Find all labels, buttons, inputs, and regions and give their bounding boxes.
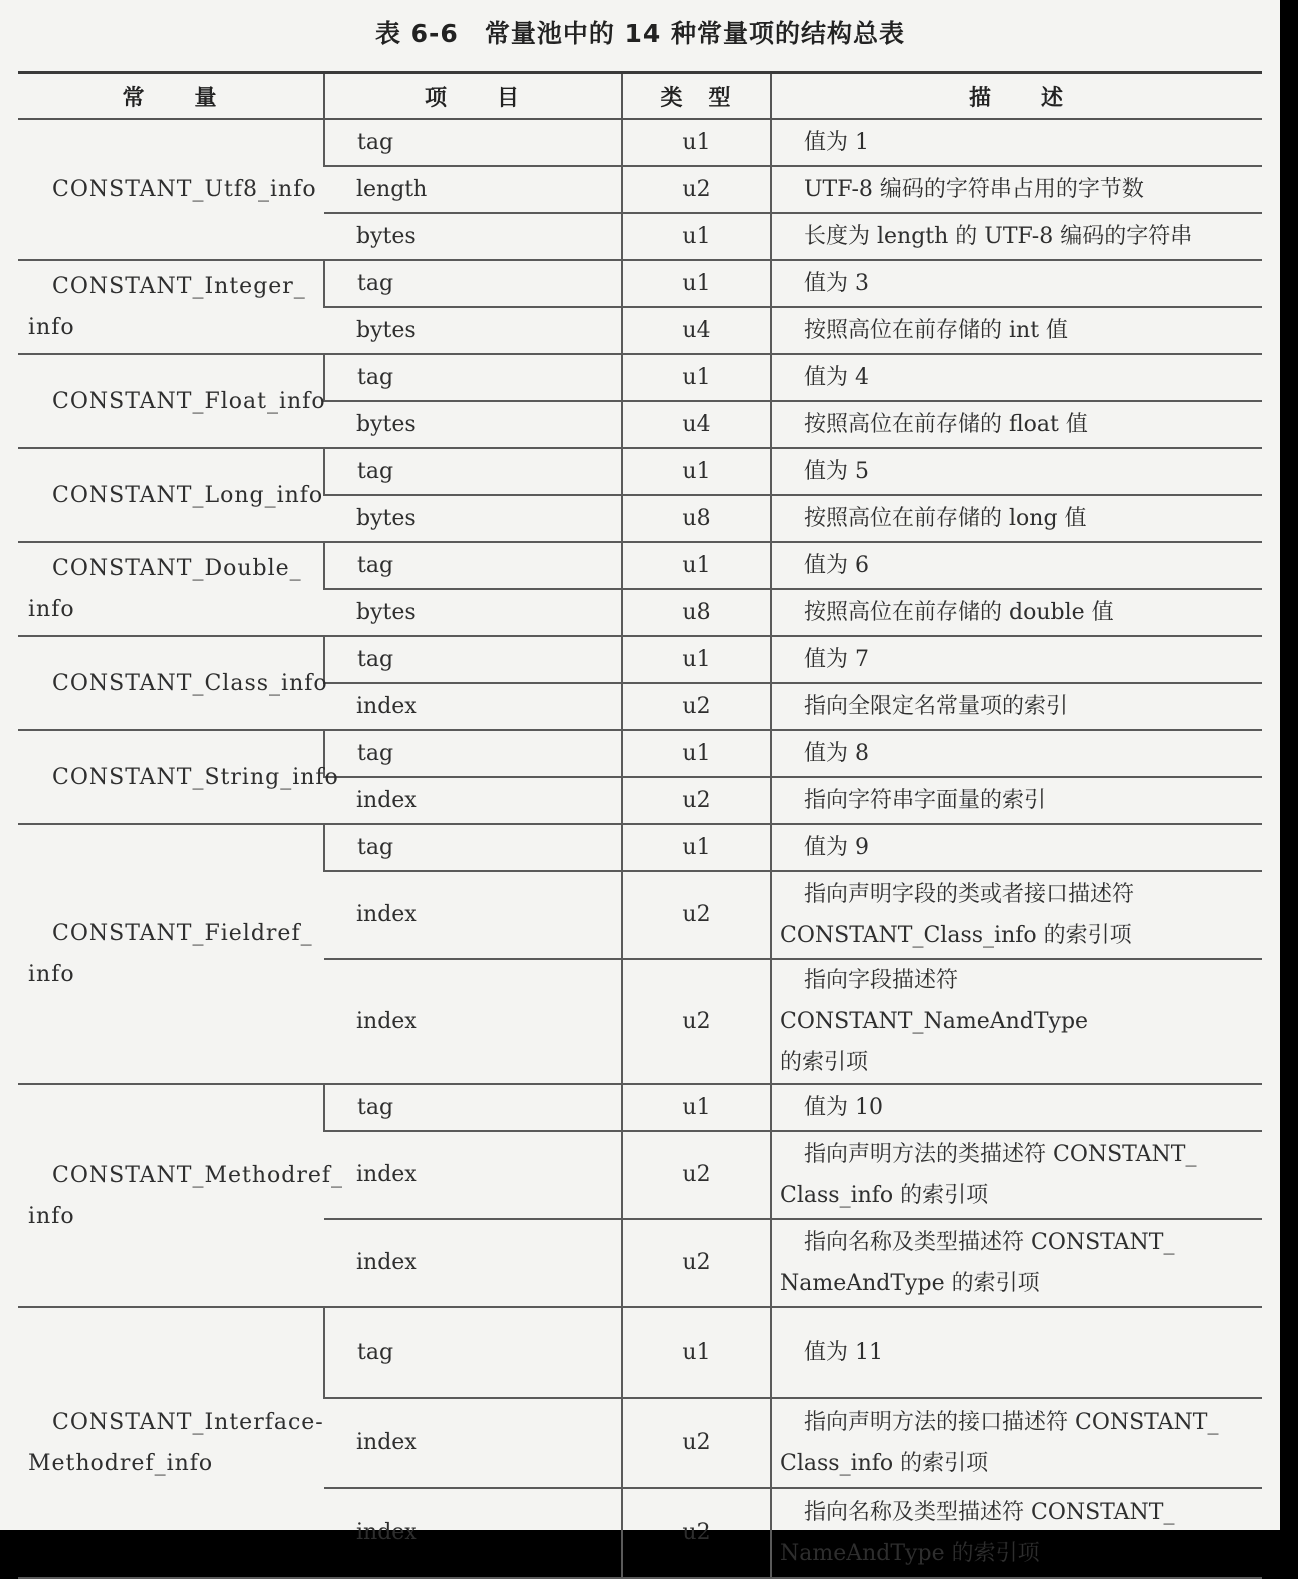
description-cell [771,542,1262,589]
table-body [18,119,1262,1578]
item-cell: index [324,871,622,959]
item-cell: index [324,959,622,1084]
constant-name-line1: CONSTANT_Fieldref_ [52,921,313,946]
header-desc: 描 述 [771,73,1262,120]
constant-name-line1: CONSTANT_Class_info [52,670,328,696]
type-cell: u2 [622,683,771,730]
type-cell: u8 [622,589,771,636]
table-row [18,542,1262,589]
table-caption [0,14,1280,50]
description-line1: 按照高位在前存储的 float 值 [804,412,1088,437]
table-row [18,636,1262,683]
constant-name-cell [18,1307,324,1578]
type-cell: u1 [622,542,771,589]
constant-name-line1: CONSTANT_Interface- [52,1409,324,1435]
type-cell: u2 [622,1398,771,1488]
description-line1: 按照高位在前存储的 int 值 [804,318,1069,343]
description-cell [771,401,1262,448]
table-title: 常量池中的 14 种常量项的结构总表 [484,19,906,48]
item-cell: index [324,683,622,730]
description-cell [771,307,1262,354]
constant-name-cell [18,730,339,824]
constant-name-line1: CONSTANT_String_info [52,764,339,790]
item-cell: tag [324,119,622,166]
item-cell: tag [324,260,622,307]
description-cell [771,589,1262,636]
item-cell: index [324,1398,622,1488]
type-cell: u4 [622,307,771,354]
constant-name-line1: CONSTANT_Integer_ [52,274,306,299]
header-row [18,73,1262,120]
item-cell: bytes [324,401,622,448]
type-cell: u1 [622,213,771,260]
description-cell [771,1131,1262,1219]
type-cell: u1 [622,448,771,495]
description-line1: 值为 8 [804,741,869,766]
item-cell: tag [324,730,622,777]
description-cell [771,959,1262,1084]
description-line2: NameAndType 的索引项 [780,1271,1040,1296]
description-line2: NameAndType 的索引项 [780,1541,1040,1566]
description-line1: 指向全限定名常量项的索引 [804,694,1069,719]
constant-name-line1: CONSTANT_Long_info [52,482,324,508]
constant-name-line1: CONSTANT_Methodref_ [52,1162,344,1188]
item-cell: index [324,777,622,824]
description-line1: 值为 3 [804,271,869,296]
type-cell: u1 [622,824,771,871]
constant-name-cell [18,1084,344,1307]
description-cell [771,448,1262,495]
table-row [18,1307,1262,1398]
type-cell: u1 [622,119,771,166]
description-line1: 值为 4 [804,365,869,390]
constant-name-line1: CONSTANT_Double_ [52,556,302,581]
description-line1: 指向声明方法的类描述符 CONSTANT_ [804,1142,1197,1167]
description-cell [771,730,1262,777]
description-line1: 值为 5 [804,459,869,484]
description-line1: 按照高位在前存储的 long 值 [804,506,1087,531]
constant-name-line2: info [28,1203,75,1229]
header-constant: 常 量 [18,73,324,120]
item-cell: tag [324,448,622,495]
description-cell [771,1219,1262,1307]
constant-name-line1: CONSTANT_Utf8_info [52,177,317,202]
description-cell [771,495,1262,542]
description-cell [771,354,1262,401]
constant-pool-table [18,71,1262,1579]
constant-name-cell [18,354,324,448]
type-cell: u2 [622,871,771,959]
type-cell: u2 [622,1219,771,1307]
description-cell [771,119,1262,166]
item-cell: bytes [324,307,622,354]
description-cell [771,260,1262,307]
type-cell: u8 [622,495,771,542]
item-cell: index [324,1219,622,1307]
description-cell [771,777,1262,824]
description-line2: Class_info 的索引项 [780,1451,989,1476]
type-cell: u1 [622,636,771,683]
header-type: 类 型 [622,73,771,120]
description-line2: CONSTANT_Class_info 的索引项 [780,923,1132,948]
constant-name-cell [18,824,324,1084]
header-item: 项 目 [324,73,622,120]
table-row [18,730,1262,777]
description-line2: Class_info 的索引项 [780,1183,989,1208]
constant-name-cell [18,119,324,260]
description-line1: 指向名称及类型描述符 CONSTANT_ [804,1500,1175,1525]
description-cell [771,824,1262,871]
item-cell: tag [324,1307,622,1398]
type-cell: u2 [622,1488,771,1578]
description-line1: 值为 10 [804,1095,883,1120]
constant-name-cell [18,448,324,542]
table-row [18,354,1262,401]
description-line1: 长度为 length 的 UTF-8 编码的字符串 [804,224,1193,249]
type-cell: u1 [622,1084,771,1131]
item-cell: bytes [324,495,622,542]
description-cell [771,1307,1262,1398]
type-cell: u2 [622,959,771,1084]
description-line1: 指向字段描述符 CONSTANT_NameAndType [780,968,1089,1034]
description-cell [771,683,1262,730]
description-cell [771,636,1262,683]
constant-name-line2: Methodref_info [28,1450,214,1476]
description-line1: 值为 7 [804,647,869,672]
table-row [18,119,1262,166]
constant-name-line2: info [28,962,75,987]
description-line1: UTF-8 编码的字符串占用的字节数 [804,177,1144,202]
table-number: 表 6-6 [374,19,459,48]
description-line1: 指向名称及类型描述符 CONSTANT_ [804,1230,1175,1255]
type-cell: u1 [622,260,771,307]
description-line1: 值为 6 [804,553,869,578]
table-row [18,1084,1262,1131]
table-row [18,260,1262,307]
constant-name-line1: CONSTANT_Float_info [52,388,326,414]
item-cell: index [324,1488,622,1578]
item-cell: tag [324,542,622,589]
description-line1: 值为 9 [804,835,869,860]
item-cell: length [324,166,622,213]
item-cell: tag [324,824,622,871]
constant-name-line2: info [28,597,75,622]
description-cell [771,166,1262,213]
type-cell: u4 [622,401,771,448]
description-cell [771,1084,1262,1131]
description-line2: 的索引项 [780,1050,869,1075]
item-cell: bytes [324,213,622,260]
description-cell [771,1398,1262,1488]
description-line1: 值为 11 [804,1340,883,1365]
table-row [18,448,1262,495]
description-cell [771,213,1262,260]
description-cell [771,871,1262,959]
item-cell: bytes [324,589,622,636]
type-cell: u2 [622,166,771,213]
type-cell: u1 [622,354,771,401]
constant-name-cell [18,260,324,354]
type-cell: u1 [622,1307,771,1398]
item-cell: tag [324,636,622,683]
description-line1: 指向声明字段的类或者接口描述符 [804,882,1135,907]
type-cell: u2 [622,1131,771,1219]
item-cell: tag [324,1084,622,1131]
type-cell: u1 [622,730,771,777]
item-cell: index [324,1131,622,1219]
description-cell [771,1488,1262,1578]
constant-name-cell [18,542,324,636]
description-line1: 按照高位在前存储的 double 值 [804,600,1114,625]
constant-name-cell [18,636,328,730]
constant-name-line2: info [28,315,75,340]
table-row [18,824,1262,871]
item-cell: tag [324,354,622,401]
type-cell: u2 [622,777,771,824]
description-line1: 指向声明方法的接口描述符 CONSTANT_ [804,1410,1219,1435]
description-line1: 值为 1 [804,130,869,155]
description-line1: 指向字符串字面量的索引 [804,788,1047,813]
